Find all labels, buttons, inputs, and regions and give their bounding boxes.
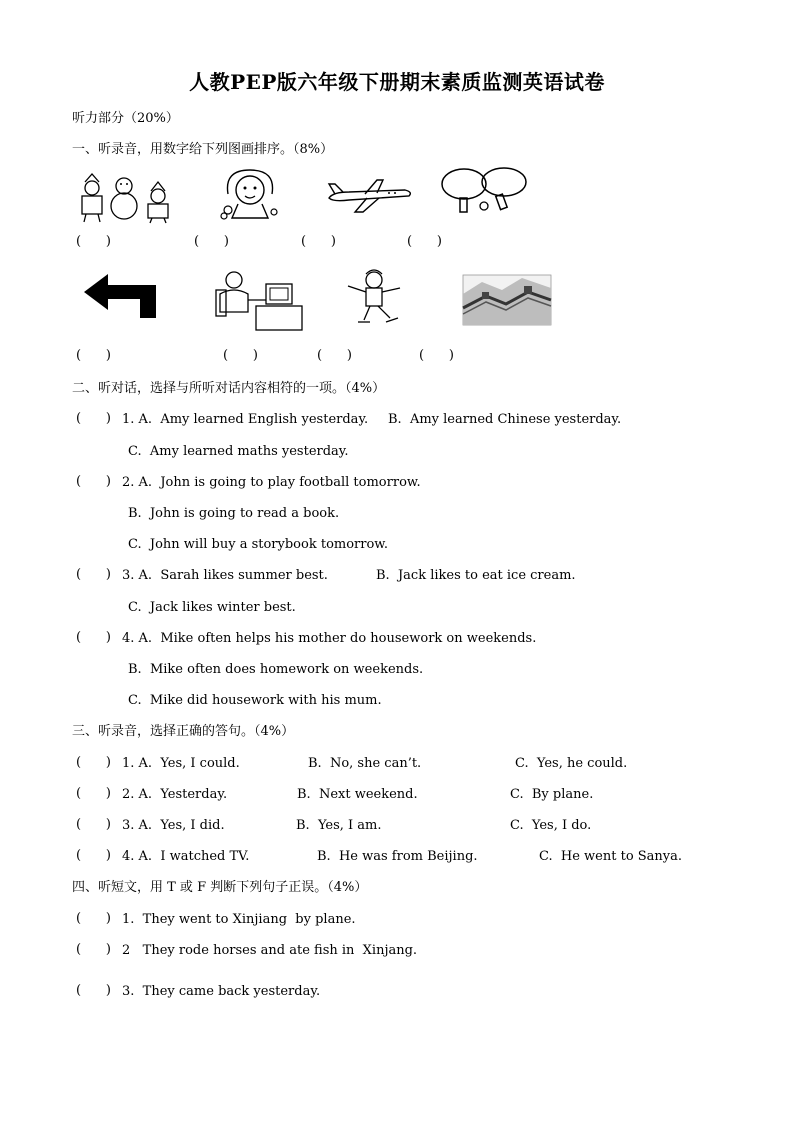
statement-item: 3. They came back yesterday.: [122, 984, 321, 999]
answer-bracket: ( ): [76, 348, 111, 363]
question-option-a: 1. A. Amy learned English yesterday.: [122, 412, 369, 427]
question-option-c: C. By plane.: [510, 787, 594, 802]
statement-item: 1. They went to Xinjiang by plane.: [122, 912, 356, 927]
answer-bracket: ( ): [76, 474, 111, 489]
answer-bracket: ( ): [407, 234, 442, 249]
answer-bracket: ( ): [194, 234, 229, 249]
question-option-b: B. Amy learned Chinese yesterday.: [388, 412, 622, 427]
answer-bracket: ( ): [76, 911, 111, 926]
answer-bracket: ( ): [76, 411, 111, 426]
section4-heading: 四、听短文，用 T 或 F 判断下列句子正误。（4%）: [72, 880, 368, 895]
question-option-a: 3. A. Sarah likes summer best.: [122, 568, 328, 583]
answer-bracket: ( ): [76, 630, 111, 645]
answer-bracket: ( ): [76, 817, 111, 832]
turn-left-arrow-icon: [82, 272, 162, 320]
question-option-b: B. Next weekend.: [297, 787, 418, 802]
page-title: 人教PEP版六年级下册期末素质监测英语试卷: [189, 70, 605, 94]
statement-item: 2 They rode horses and ate fish in Xinjang.: [122, 943, 418, 958]
person-at-computer-icon: [214, 266, 304, 332]
question-option-b: B. Yes, I am.: [296, 818, 382, 833]
question-option-a: 1. A. Yes, I could.: [122, 756, 240, 771]
question-option-a: 4. A. Mike often helps his mother do housework on weekends.: [122, 631, 537, 646]
question-option-c: C. Yes, I do.: [510, 818, 592, 833]
question-option-c: C. Amy learned maths yesterday.: [128, 444, 349, 459]
question-option-b: B. No, she can’t.: [308, 756, 422, 771]
answer-bracket: ( ): [76, 942, 111, 957]
section3-heading: 三、听录音，选择正确的答句。（4%）: [72, 724, 295, 739]
answer-bracket: ( ): [317, 348, 352, 363]
question-option-a: 2. A. Yesterday.: [122, 787, 228, 802]
answer-bracket: ( ): [223, 348, 258, 363]
answer-bracket: ( ): [301, 234, 336, 249]
question-option-c: C. John will buy a storybook tomorrow.: [128, 537, 389, 552]
section2-heading: 二、听对话，选择与所听对话内容相符的一项。（4%）: [72, 381, 386, 396]
girl-with-flowers-icon: [214, 166, 286, 222]
question-option-c: C. Jack likes winter best.: [128, 600, 296, 615]
answer-bracket: ( ): [76, 786, 111, 801]
answer-bracket: ( ): [76, 755, 111, 770]
answer-bracket: ( ): [76, 848, 111, 863]
section1-heading: 一、听录音，用数字给下列图画排序。（8%）: [72, 142, 334, 157]
answer-bracket: ( ): [76, 983, 111, 998]
question-option-c: C. He went to Sanya.: [539, 849, 683, 864]
ice-skater-icon: [340, 268, 410, 328]
question-option-b: B. John is going to read a book.: [128, 506, 340, 521]
question-option-b: B. Jack likes to eat ice cream.: [376, 568, 576, 583]
airplane-icon: [325, 176, 415, 216]
snowman-kids-icon: [72, 172, 176, 224]
question-option-c: C. Mike did housework with his mum.: [128, 693, 382, 708]
answer-bracket: ( ): [419, 348, 454, 363]
question-option-b: B. He was from Beijing.: [317, 849, 478, 864]
question-option-a: 3. A. Yes, I did.: [122, 818, 225, 833]
great-wall-icon: [462, 274, 552, 326]
question-option-b: B. Mike often does homework on weekends.: [128, 662, 424, 677]
question-option-c: C. Yes, he could.: [515, 756, 628, 771]
answer-bracket: ( ): [76, 234, 111, 249]
ping-pong-paddles-icon: [438, 166, 530, 214]
question-option-a: 4. A. I watched TV.: [122, 849, 250, 864]
listening-label: 听力部分（20%）: [72, 111, 179, 126]
answer-bracket: ( ): [76, 567, 111, 582]
question-option-a: 2. A. John is going to play football tomorrow.: [122, 475, 421, 490]
